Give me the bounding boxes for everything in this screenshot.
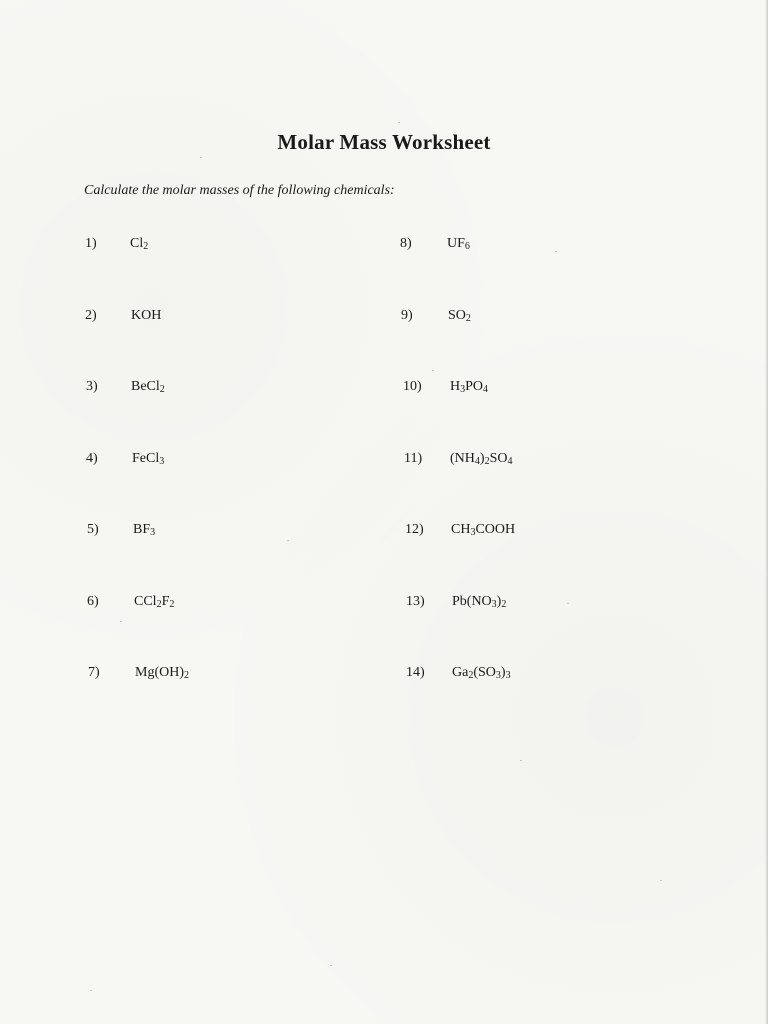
chemical-formula xyxy=(451,522,515,538)
formula-subscript: 2 xyxy=(156,599,162,610)
formula-subscript: 3 xyxy=(159,456,165,467)
formula-text: FeCl xyxy=(132,451,160,466)
formula-subscript: 4 xyxy=(474,456,480,467)
formula-text: KOH xyxy=(131,308,162,323)
problem-number: 7) xyxy=(88,665,100,680)
chemical-formula xyxy=(448,308,471,324)
formula-subscript: 3 xyxy=(470,527,476,538)
chemical-formula xyxy=(450,379,488,395)
formula-subscript: 2 xyxy=(184,670,189,681)
problem-number: 4) xyxy=(86,451,98,466)
formula-subscript: 3 xyxy=(150,527,156,538)
scan-speck xyxy=(432,370,434,371)
problem-number: 5) xyxy=(87,522,99,537)
problem-number: 10) xyxy=(403,379,422,394)
formula-text: ) xyxy=(496,594,502,609)
formula-text: COOH xyxy=(475,522,516,537)
scan-speck xyxy=(520,760,522,761)
chemical-formula xyxy=(452,594,506,610)
formula-subscript: 3 xyxy=(491,599,497,610)
problem-number: 6) xyxy=(87,594,99,609)
formula-text: SO xyxy=(448,308,466,323)
problem-number: 8) xyxy=(400,236,412,251)
formula-text: BF xyxy=(133,522,151,537)
problem-number: 2) xyxy=(85,308,97,323)
formula-text: (NH xyxy=(450,451,475,466)
formula-subscript: 2 xyxy=(143,241,149,252)
formula-subscript: 2 xyxy=(468,670,474,681)
formula-subscript: 2 xyxy=(484,456,490,467)
formula-text: (SO xyxy=(473,665,496,680)
formula-text: CH xyxy=(451,522,471,537)
formula-text: H xyxy=(450,379,461,394)
formula-subscript: 4 xyxy=(507,456,513,467)
formula-text: SO xyxy=(489,451,508,466)
chemical-formula xyxy=(133,522,155,538)
chemical-formula xyxy=(132,451,164,467)
scan-speck xyxy=(660,880,662,881)
formula-text: CCl xyxy=(134,594,157,609)
chemical-formula xyxy=(130,236,148,252)
chemical-formula xyxy=(447,236,470,252)
chemical-formula xyxy=(134,594,174,610)
problem-number: 14) xyxy=(406,665,425,680)
scan-speck xyxy=(90,990,92,991)
page-title: Molar Mass Worksheet xyxy=(277,130,491,154)
formula-text: F xyxy=(161,594,170,609)
problem-number: 3) xyxy=(86,379,98,394)
problem-number: 1) xyxy=(85,236,97,251)
problem-number: 9) xyxy=(401,308,413,323)
formula-subscript: 3 xyxy=(505,670,511,681)
chemical-formula xyxy=(131,379,165,395)
formula-subscript: 2 xyxy=(159,384,165,395)
formula-text: Ga xyxy=(452,665,469,680)
scan-speck xyxy=(555,251,557,252)
problem-number: 12) xyxy=(405,522,424,537)
scan-speck xyxy=(200,157,202,158)
formula-subscript: 6 xyxy=(464,241,470,252)
formula-text: Cl xyxy=(130,236,144,251)
formula-text: Mg(OH) xyxy=(135,665,184,680)
formula-subscript: 3 xyxy=(495,670,501,681)
formula-text: ) xyxy=(500,665,506,680)
problem-number: 11) xyxy=(404,451,423,466)
problem-number: 13) xyxy=(406,594,425,609)
formula-subscript: 2 xyxy=(465,313,471,324)
scan-speck xyxy=(330,965,332,966)
formula-text: PO xyxy=(465,379,484,394)
formula-subscript: 2 xyxy=(169,599,175,610)
scan-speck xyxy=(120,621,122,622)
formula-text: ) xyxy=(479,451,485,466)
formula-subscript: 4 xyxy=(483,384,489,395)
chemical-formula xyxy=(452,665,511,681)
formula-text: BeCl xyxy=(131,379,160,394)
chemical-formula xyxy=(131,308,161,324)
formula-subscript: 3 xyxy=(460,384,466,395)
scan-speck xyxy=(567,603,569,604)
chemical-formula xyxy=(135,665,189,681)
formula-subscript: 2 xyxy=(501,599,507,610)
instructions: Calculate the molar masses of the following chemicals: xyxy=(84,183,395,198)
formula-text: UF xyxy=(447,236,465,251)
chemical-formula xyxy=(450,451,512,467)
scan-speck xyxy=(287,540,289,541)
scan-speck xyxy=(398,122,400,123)
formula-text: Pb(NO xyxy=(452,594,492,609)
